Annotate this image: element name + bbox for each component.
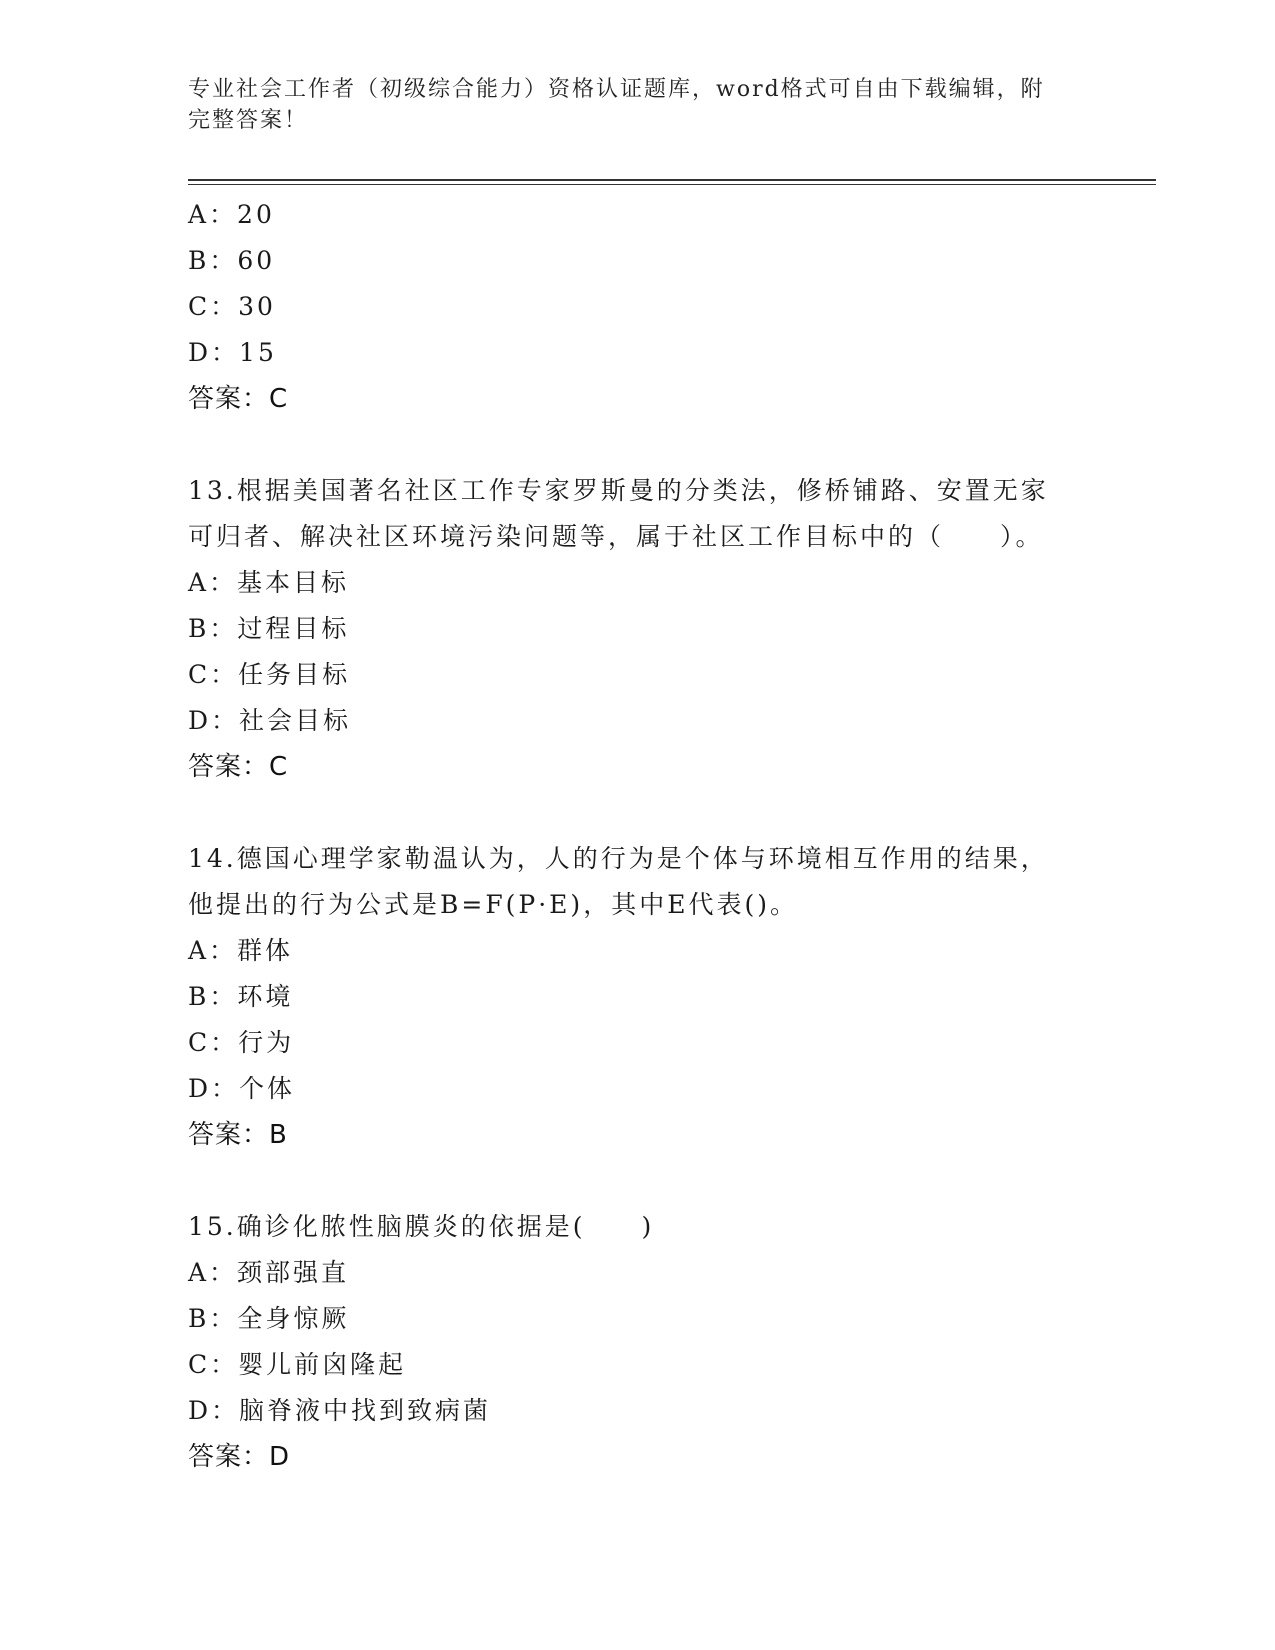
option-c: C：30 bbox=[188, 292, 276, 321]
option-b: B：60 bbox=[188, 246, 276, 275]
question-stem-line: 可归者、解决社区环境污染问题等，属于社区工作目标中的（ ）。 bbox=[188, 522, 1044, 551]
header-line-1: 专业社会工作者（初级综合能力）资格认证题库，word格式可自由下载编辑，附 bbox=[188, 77, 1045, 102]
option-a: A：基本目标 bbox=[188, 568, 350, 597]
option-b: B：全身惊厥 bbox=[188, 1304, 350, 1333]
option-d: D：个体 bbox=[188, 1074, 296, 1103]
page-header bbox=[188, 74, 1068, 136]
question-stem-line: 他提出的行为公式是B=F(P·E)，其中E代表()。 bbox=[188, 890, 798, 919]
question-stem-line: 13.根据美国著名社区工作专家罗斯曼的分类法，修桥铺路、安置无家 bbox=[188, 476, 1049, 505]
question-13 bbox=[188, 468, 1118, 790]
question-stem-line: 14.德国心理学家勒温认为，人的行为是个体与环境相互作用的结果， bbox=[188, 844, 1049, 873]
option-a: A：颈部强直 bbox=[188, 1258, 350, 1287]
question-14 bbox=[188, 836, 1118, 1158]
option-c: C：任务目标 bbox=[188, 660, 351, 689]
answer-line: 答案：C bbox=[188, 384, 289, 414]
answer-line: 答案：D bbox=[188, 1442, 291, 1472]
option-a: A：群体 bbox=[188, 936, 294, 965]
answer-line: 答案：B bbox=[188, 1120, 288, 1150]
option-d: D：社会目标 bbox=[188, 706, 352, 735]
question-15 bbox=[188, 1204, 1118, 1480]
header-divider bbox=[188, 179, 1156, 185]
question-stem-line: 15.确诊化脓性脑膜炎的依据是( ) bbox=[188, 1212, 655, 1241]
option-b: B：环境 bbox=[188, 982, 294, 1011]
answer-line: 答案：C bbox=[188, 752, 289, 782]
question-12-continued bbox=[188, 192, 1118, 422]
option-d: D：脑脊液中找到致病菌 bbox=[188, 1396, 492, 1425]
option-a: A：20 bbox=[188, 200, 275, 229]
document-body bbox=[188, 192, 1118, 1480]
header-line-2: 完整答案！ bbox=[188, 108, 309, 133]
option-c: C：行为 bbox=[188, 1028, 295, 1057]
option-d: D：15 bbox=[188, 338, 277, 367]
option-c: C：婴儿前囟隆起 bbox=[188, 1350, 407, 1379]
option-b: B：过程目标 bbox=[188, 614, 350, 643]
